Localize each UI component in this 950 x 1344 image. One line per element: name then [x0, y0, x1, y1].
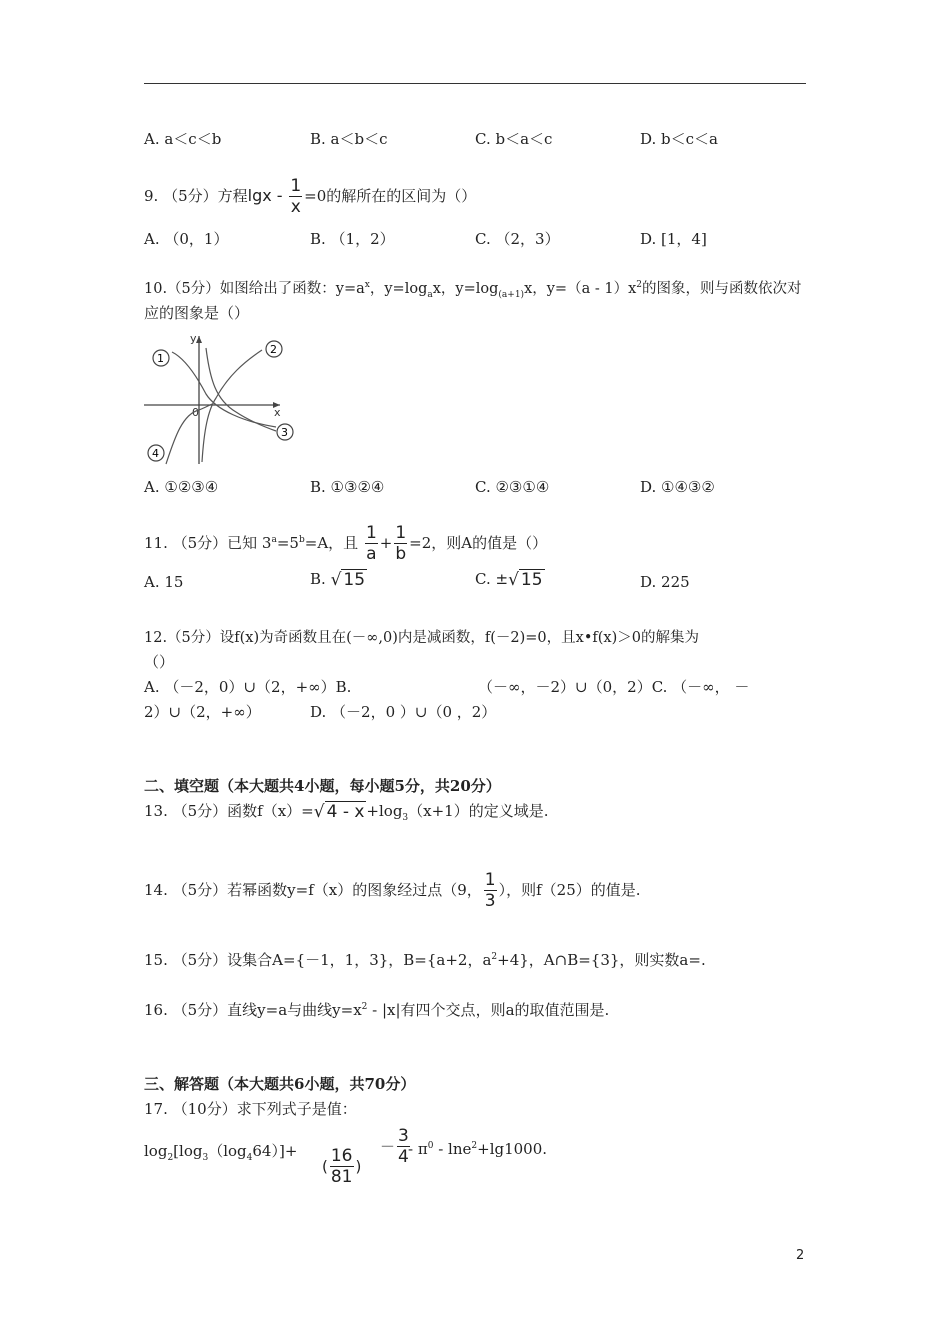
- q13-suffix: （x+1）的定义域是.: [408, 802, 549, 820]
- q13-sqrt: √ 4 - x: [313, 802, 365, 822]
- q12-line2: （）: [144, 653, 175, 671]
- q9-lgx: lgx -: [247, 186, 283, 205]
- q11-radicand-b: 15: [343, 570, 366, 590]
- q11-frac-2: [394, 525, 407, 563]
- q16-question: [144, 999, 609, 1020]
- q9-option-b: B. （1，2）: [310, 230, 395, 248]
- q17-base-den: 81: [330, 1167, 353, 1187]
- q11-plus: +: [379, 534, 393, 552]
- q11-option-c: [475, 570, 545, 590]
- q12-line4b: D. （－2，0 ）∪（0 ，2）: [310, 703, 497, 721]
- q9-suffix: =0的解所在的区间为（）: [304, 187, 477, 205]
- q11-mid2: =A，且: [304, 534, 359, 552]
- q17-lne: - lne: [433, 1140, 472, 1158]
- graph-curve-1: [172, 352, 276, 427]
- q14-prefix: 14. （5分）若幂函数y=f（x）的图象经过点（9，: [144, 881, 482, 899]
- q17-pi: - π: [408, 1140, 428, 1158]
- q11-sup-a: a: [271, 535, 277, 545]
- q11-f1-num: 1: [365, 523, 377, 543]
- q11-mid: =5: [276, 534, 299, 552]
- q17-log2: log: [144, 1142, 168, 1160]
- q17-sub4: 4: [246, 1153, 253, 1163]
- q8-option-d: D. b＜c＜a: [640, 130, 718, 148]
- page-number: 2: [796, 1248, 805, 1263]
- q11-sqrt-b: √ 15: [330, 570, 366, 590]
- q10-sup-2: 2: [636, 280, 642, 291]
- q11-radicand-c: 15: [520, 570, 543, 590]
- q17-question: 17. （10分）求下列式子是值：: [144, 1100, 357, 1118]
- q14-question: [144, 872, 641, 910]
- q11-frac-1: [365, 525, 378, 563]
- q10-text-b: ，y=log: [369, 281, 428, 297]
- q9-option-c: C. （2，3）: [475, 230, 560, 248]
- graph-marker-3-label: 3: [281, 426, 288, 439]
- q11-option-b-label: B.: [310, 570, 326, 588]
- q13-log: +log: [366, 802, 403, 820]
- q16-sup: 2: [361, 1002, 368, 1012]
- section3-title: 三、解答题（本大题共6小题，共70分）: [144, 1075, 416, 1093]
- q9-option-a: A. （0，1）: [144, 230, 229, 248]
- graph-marker-4-label: 4: [152, 447, 159, 460]
- q14-frac-num: 1: [484, 870, 496, 890]
- q10-sub-a: a: [427, 289, 433, 300]
- q17-sub2: 2: [167, 1153, 174, 1163]
- q11-question: [144, 525, 547, 563]
- q17-log3: [log: [173, 1142, 203, 1160]
- q15-prefix: 15. （5分）设集合A={－1，1，3}，B={a+2，a: [144, 951, 492, 969]
- q10-text-a: 10.（5分）如图给出了函数：y=a: [144, 281, 365, 297]
- q17-tail: [408, 1140, 547, 1158]
- q13-prefix: 13. （5分）函数f（x）=: [144, 802, 314, 820]
- q17-sup0: 0: [427, 1141, 434, 1151]
- graph-label-x: x: [274, 406, 281, 419]
- graph-curve-2: [202, 350, 262, 462]
- q10-text-c: x，y=log: [432, 281, 499, 297]
- q12-line3a: A. （－2，0）∪（2，+∞）B.: [144, 678, 352, 696]
- q17-base-num: 16: [330, 1146, 353, 1166]
- header-rule: [144, 83, 806, 84]
- q12-line4a: 2）∪（2，+∞）: [144, 703, 261, 721]
- q11-f2-den: b: [395, 544, 407, 564]
- q10-option-c: C. ②③①④: [475, 478, 550, 496]
- q11-suffix: =2，则A的值是（）: [409, 534, 548, 552]
- q9-option-d: D. [1，4]: [640, 230, 707, 248]
- q17-lg: +lg1000.: [477, 1140, 548, 1158]
- graph-marker-2-label: 2: [270, 343, 277, 356]
- q9-frac-num: 1: [290, 176, 302, 196]
- graph-y-arrow: [196, 336, 202, 343]
- q11-pm: ±: [495, 570, 509, 588]
- graph-marker-1-label: 1: [157, 352, 164, 365]
- q10-line2: 应的图象是（）: [144, 304, 250, 322]
- q17-log-part: [144, 1140, 297, 1163]
- q17-base: ( $\frac{16}{81}$ ): [322, 1146, 362, 1187]
- q12-line1: 12.（5分）设f(x)为奇函数且在(－∞,0)内是减函数，f(－2)=0，且x•f(x)＞0的解集为: [144, 630, 699, 646]
- q13-radicand: 4 - x: [326, 802, 365, 822]
- q10-sub-a1: (a+1): [498, 289, 525, 300]
- graph-label-origin: 0: [192, 406, 199, 419]
- q9-question: [144, 178, 476, 216]
- q17-sup2: 2: [471, 1141, 478, 1151]
- q10-text-e: 的图象，则与函数依次对: [641, 281, 802, 297]
- q15-suffix: +4}，A∩B={3}，则实数a=.: [497, 951, 706, 969]
- q15-question: [144, 949, 706, 970]
- q11-option-a: A. 15: [144, 573, 184, 591]
- q10-function-graph: [144, 330, 304, 466]
- q17-base-fraction: [330, 1148, 354, 1186]
- q17-exp-den: 4: [398, 1147, 409, 1167]
- q17-sub3: 3: [202, 1153, 209, 1163]
- q14-frac-den: 3: [484, 891, 496, 911]
- q11-option-c-label: C.: [475, 570, 491, 588]
- q17-log-tail: 64）]+: [252, 1142, 298, 1160]
- q10-option-b: B. ①③②④: [310, 478, 385, 496]
- q11-prefix: 11. （5分）已知 3: [144, 534, 272, 552]
- q10-option-d: D. ①④③②: [640, 478, 715, 496]
- q11-option-d: D. 225: [640, 573, 690, 591]
- q8-option-c: C. b＜a＜c: [475, 130, 553, 148]
- q10-line1: [144, 277, 801, 300]
- q11-sup-b: b: [298, 535, 305, 545]
- q14-fraction: [484, 872, 497, 910]
- q8-option-a: A. a＜c＜b: [144, 130, 222, 148]
- q10-sup-x: x: [364, 280, 370, 291]
- q11-sqrt-c: √ 15: [508, 570, 543, 590]
- q17-exp-sign: －: [380, 1137, 396, 1156]
- q17-log4: （log: [208, 1142, 247, 1160]
- q11-f1-den: a: [366, 544, 377, 564]
- section2-title: 二、填空题（本大题共4小题，每小题5分，共20分）: [144, 777, 501, 795]
- q16-prefix: 16. （5分）直线y=a与曲线y=x: [144, 1001, 362, 1019]
- q16-suffix: - |x|有四个交点，则a的取值范围是.: [367, 1001, 610, 1019]
- q8-option-b: B. a＜b＜c: [310, 130, 388, 148]
- q13-log-base: 3: [402, 813, 409, 823]
- q17-exp-num: 3: [398, 1126, 409, 1146]
- q10-text-d: x，y=（a - 1）x: [524, 281, 637, 297]
- q12-line3b: （－∞，－2）∪（0，2）C. （－∞， －: [478, 678, 750, 696]
- q10-option-a: A. ①②③④: [144, 478, 219, 496]
- q15-sup: 2: [491, 952, 498, 962]
- q9-frac-den: x: [290, 197, 301, 217]
- q11-f2-num: 1: [395, 523, 407, 543]
- q9-fraction: [289, 178, 302, 216]
- q11-option-b: [310, 570, 367, 590]
- graph-label-y: y: [190, 332, 197, 345]
- q13-question: [144, 800, 549, 823]
- q14-suffix: ），则f（25）的值是.: [498, 881, 641, 899]
- q9-prefix: 9. （5分）方程: [144, 187, 248, 205]
